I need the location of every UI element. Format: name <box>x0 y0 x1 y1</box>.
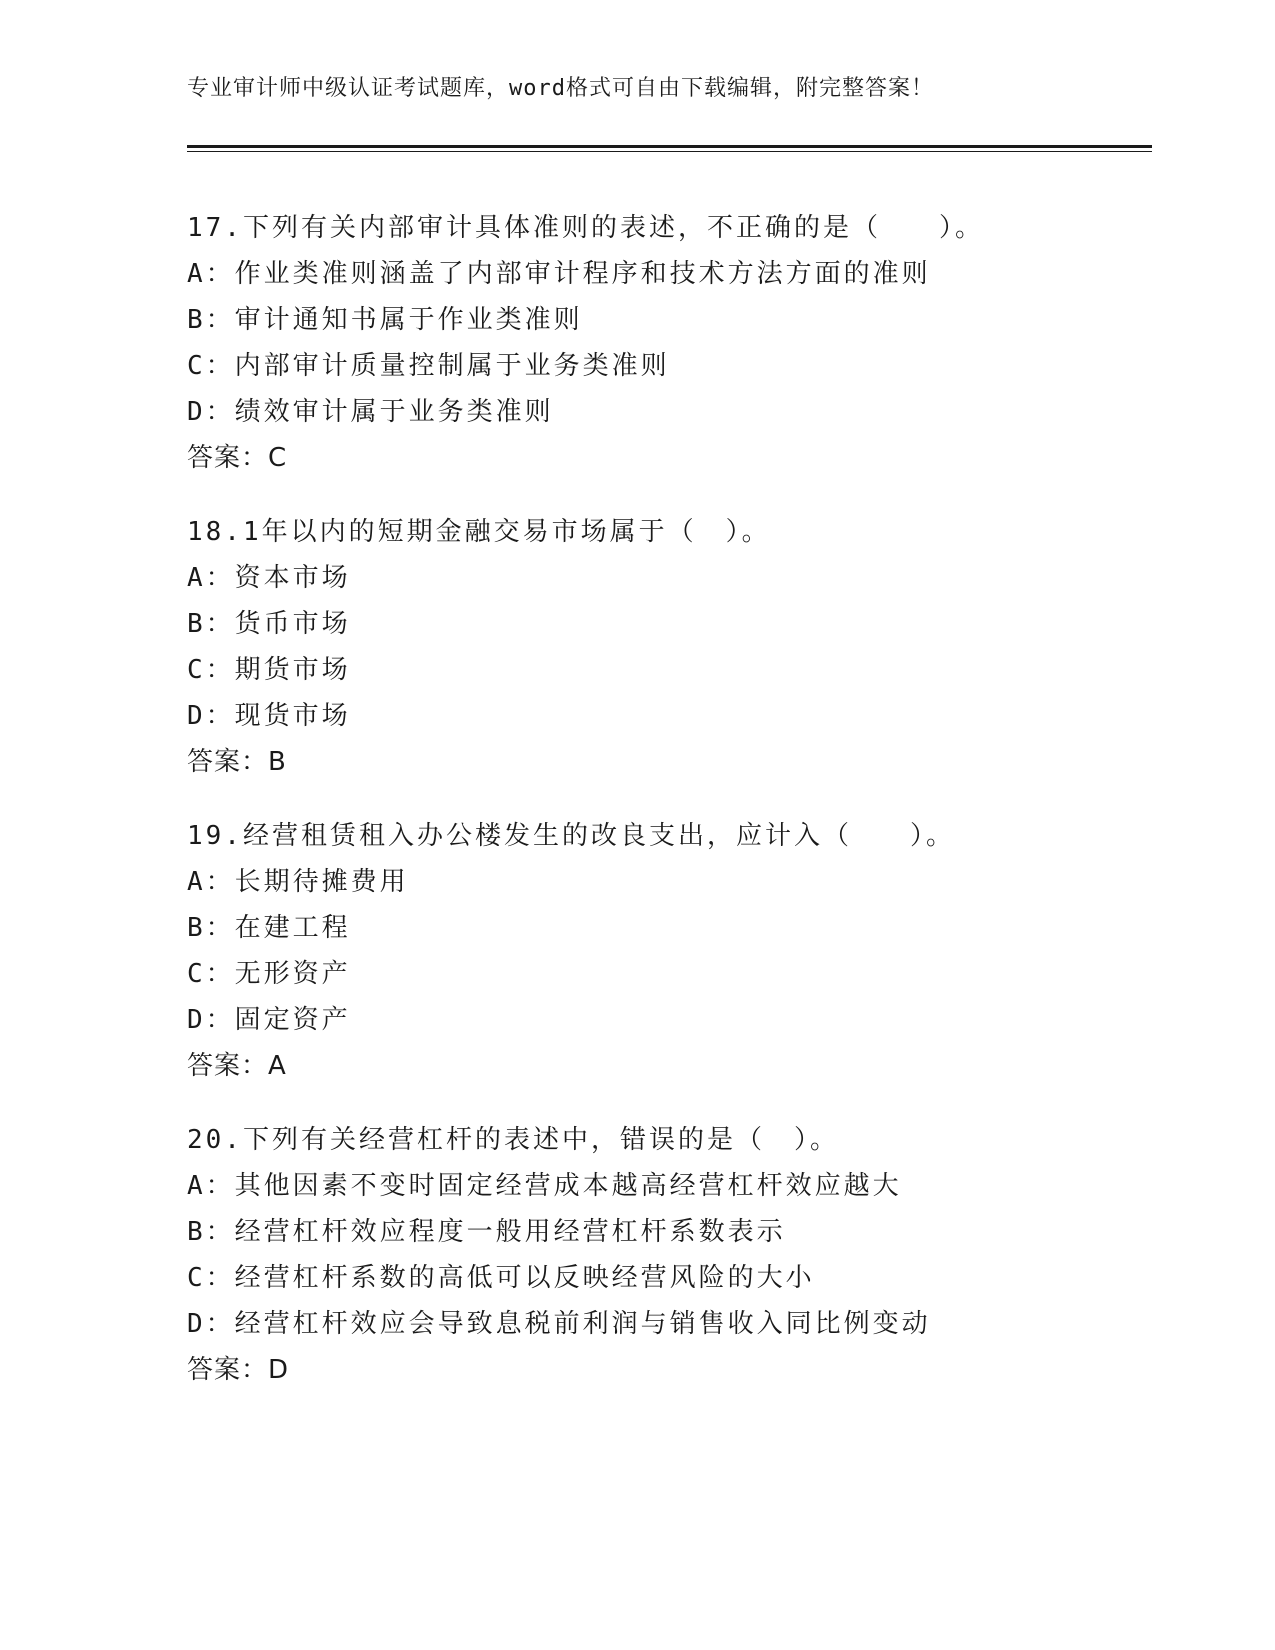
option-b: B：货币市场 <box>187 609 351 639</box>
question-list <box>187 205 1152 1421</box>
option-c: C：内部审计质量控制属于业务类准则 <box>187 351 670 381</box>
option-d: D：经营杠杆效应会导致息税前利润与销售收入同比例变动 <box>187 1309 931 1339</box>
option-a: A：作业类准则涵盖了内部审计程序和技术方法方面的准则 <box>187 259 931 289</box>
option-d: D：现货市场 <box>187 701 351 731</box>
option-a: A：资本市场 <box>187 563 351 593</box>
header-divider-thin <box>187 151 1152 152</box>
option-a: A：其他因素不变时固定经营成本越高经营杠杆效应越大 <box>187 1171 902 1201</box>
answer-label: 答案：D <box>187 1355 290 1385</box>
option-b: B：审计通知书属于作业类准则 <box>187 305 583 335</box>
question-20 <box>187 1117 1152 1393</box>
question-19 <box>187 813 1152 1089</box>
question-stem: 18.1年以内的短期金融交易市场属于（ ）。 <box>187 517 771 547</box>
option-c: C：无形资产 <box>187 959 351 989</box>
option-c: C：期货市场 <box>187 655 351 685</box>
option-b: B：在建工程 <box>187 913 351 943</box>
question-18 <box>187 509 1152 785</box>
answer-label: 答案：A <box>187 1051 287 1081</box>
header-divider-thick <box>187 145 1152 148</box>
option-d: D：绩效审计属于业务类准则 <box>187 397 554 427</box>
question-stem: 19.经营租赁租入办公楼发生的改良支出，应计入（ ）。 <box>187 821 955 851</box>
question-stem: 17.下列有关内部审计具体准则的表述，不正确的是（ ）。 <box>187 213 984 243</box>
answer-label: 答案：B <box>187 747 287 777</box>
option-c: C：经营杠杆系数的高低可以反映经营风险的大小 <box>187 1263 815 1293</box>
page-header-text: 专业审计师中级认证考试题库，word格式可自由下载编辑，附完整答案！ <box>187 76 934 101</box>
question-17 <box>187 205 1152 481</box>
option-b: B：经营杠杆效应程度一般用经营杠杆系数表示 <box>187 1217 786 1247</box>
answer-label: 答案：C <box>187 443 288 473</box>
option-a: A：长期待摊费用 <box>187 867 409 897</box>
option-d: D：固定资产 <box>187 1005 351 1035</box>
question-stem: 20.下列有关经营杠杆的表述中，错误的是（ ）。 <box>187 1125 839 1155</box>
